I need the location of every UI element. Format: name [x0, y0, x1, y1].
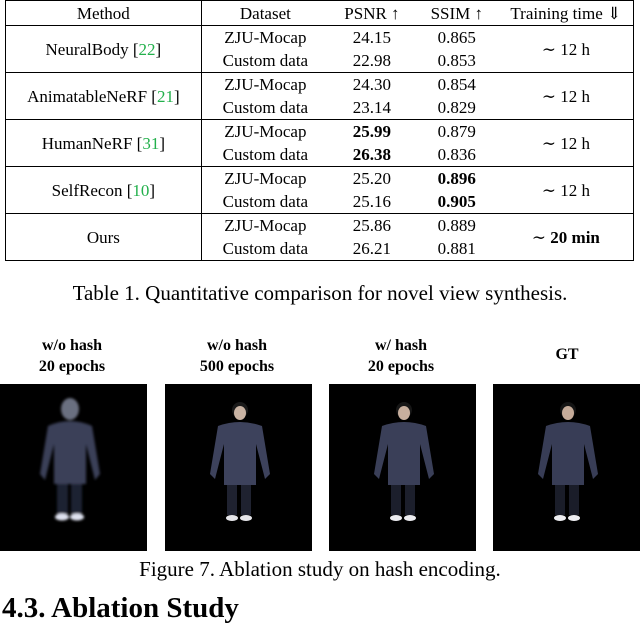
table-row — [6, 73, 634, 97]
header-training-time: Training time ⇓ — [499, 1, 634, 26]
results-table — [5, 0, 634, 261]
panel-label-2 — [162, 335, 312, 377]
time-cell: ∼ 12 h — [499, 167, 634, 214]
dataset-cell: ZJU-Mocap — [224, 122, 307, 141]
ssim-cell: 0.854 — [437, 75, 476, 94]
panel-label-line: w/ hash — [374, 337, 428, 354]
psnr-cell: 24.30 — [352, 75, 392, 94]
ssim-cell-best: 0.896 — [437, 169, 476, 188]
section-heading: 4.3. Ablation Study — [2, 592, 239, 624]
method-name: SelfRecon — [51, 180, 123, 200]
render-panel-4 — [493, 384, 640, 551]
panel-label-1 — [0, 335, 147, 377]
table-row — [6, 167, 634, 191]
dataset-cell: Custom data — [222, 98, 309, 117]
ssim-cell: 0.829 — [437, 98, 476, 117]
dataset-cell: Custom data — [222, 145, 309, 164]
method-cell: AnimatableNeRF [21] — [6, 73, 202, 120]
header-method: Method — [6, 1, 202, 26]
table-caption: Table 1. Quantitative comparison for novel view synthesis. — [72, 281, 568, 305]
method-name: AnimatableNeRF — [27, 86, 148, 106]
panel-label-4 — [492, 344, 640, 365]
panel-label-line: 20 epochs — [38, 358, 106, 375]
citation-link[interactable]: 10 — [132, 180, 150, 200]
psnr-cell: 25.86 — [352, 216, 392, 235]
psnr-cell: 25.20 — [352, 169, 392, 188]
ssim-cell: 0.879 — [437, 122, 476, 141]
dataset-cell: ZJU-Mocap — [224, 169, 307, 188]
psnr-cell: 23.14 — [352, 98, 392, 117]
render-panel-2 — [165, 384, 312, 551]
time-cell-best — [499, 214, 634, 261]
dataset-cell: Custom data — [222, 51, 309, 70]
render-panel-3 — [329, 384, 476, 551]
dataset-cell: ZJU-Mocap — [224, 28, 307, 47]
header-ssim: SSIM ↑ — [430, 3, 483, 23]
time-value: 20 min — [550, 227, 600, 247]
psnr-cell: 25.16 — [352, 192, 392, 211]
ssim-cell: 0.865 — [437, 28, 476, 47]
table-row — [6, 26, 634, 50]
method-name: HumanNeRF — [41, 133, 133, 153]
ssim-cell: 0.836 — [437, 145, 476, 164]
psnr-cell: 22.98 — [352, 51, 392, 70]
citation-link[interactable]: 21 — [156, 86, 174, 106]
human-render-image — [165, 384, 312, 551]
header-psnr: PSNR ↑ — [344, 3, 400, 23]
group-humannerf — [6, 120, 634, 167]
psnr-cell: 24.15 — [352, 28, 392, 47]
citation-link[interactable]: 22 — [138, 39, 156, 59]
psnr-cell-best: 25.99 — [352, 122, 392, 141]
psnr-cell: 26.21 — [352, 239, 392, 258]
panel-label-line: 500 epochs — [199, 358, 275, 375]
ssim-cell: 0.853 — [437, 51, 476, 70]
dataset-cell: ZJU-Mocap — [224, 75, 307, 94]
dataset-cell: Custom data — [222, 239, 309, 258]
method-cell: HumanNeRF [31] — [6, 120, 202, 167]
dataset-cell: Custom data — [222, 192, 309, 211]
method-cell: NeuralBody [22] — [6, 26, 202, 73]
psnr-cell-best: 26.38 — [352, 145, 392, 164]
time-prefix: ∼ — [531, 227, 551, 247]
render-panel-1 — [0, 384, 147, 551]
human-ground-truth-image — [493, 384, 640, 551]
method-name: NeuralBody — [45, 39, 129, 59]
table-row — [6, 120, 634, 144]
human-render-image — [0, 384, 147, 551]
group-animatablenerf — [6, 73, 634, 120]
panel-label-line: w/o hash — [206, 337, 268, 354]
panel-label-line: w/o hash — [41, 337, 103, 354]
dataset-cell: ZJU-Mocap — [224, 216, 307, 235]
time-cell: ∼ 12 h — [499, 73, 634, 120]
ssim-cell-best: 0.905 — [437, 192, 476, 211]
time-cell: ∼ 12 h — [499, 120, 634, 167]
group-ours — [6, 214, 634, 261]
panel-label-line: 20 epochs — [367, 358, 435, 375]
human-render-image — [329, 384, 476, 551]
header-dataset: Dataset — [239, 3, 291, 23]
ssim-cell: 0.881 — [437, 239, 476, 258]
group-neuralbody — [6, 26, 634, 73]
time-cell: ∼ 12 h — [499, 26, 634, 73]
panel-label-3 — [326, 335, 476, 377]
group-selfrecon — [6, 167, 634, 214]
ssim-cell: 0.889 — [437, 216, 476, 235]
citation-link[interactable]: 31 — [142, 133, 160, 153]
table-header-row — [6, 1, 634, 26]
method-name: Ours — [86, 227, 120, 247]
method-cell — [6, 214, 202, 261]
method-cell: SelfRecon [10] — [6, 167, 202, 214]
panel-label-line: GT — [555, 346, 579, 363]
table-row — [6, 214, 634, 238]
figure-caption: Figure 7. Ablation study on hash encoding. — [139, 557, 501, 581]
